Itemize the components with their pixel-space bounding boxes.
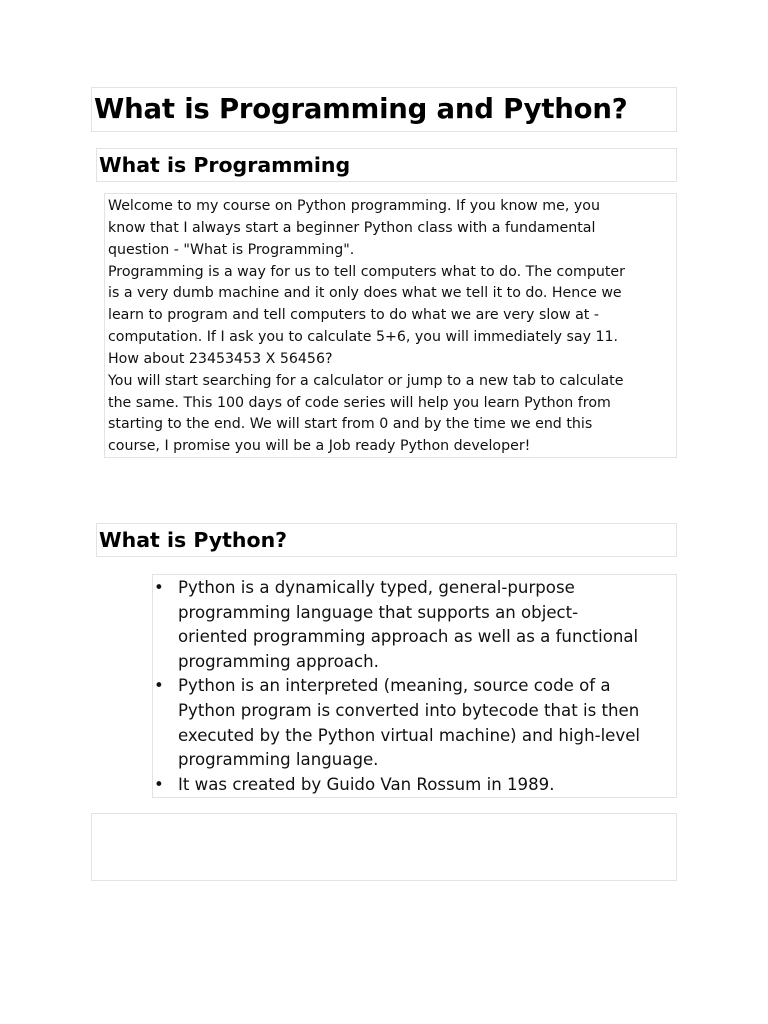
paragraph-line: question - "What is Programming". [108, 241, 355, 258]
list-item-line: executed by the Python virtual machine) and high-level [178, 725, 641, 745]
bullet-icon: • [154, 578, 164, 597]
paragraph-line: starting to the end. We will start from 0 and by the time we end this [108, 416, 593, 433]
paragraph-line: Welcome to my course on Python programming. If you know me, you [108, 198, 600, 214]
list-item [153, 674, 640, 772]
list-item-line: Python is an interpreted (meaning, source code of a [178, 676, 611, 696]
page-title: What is Programming and Python? [94, 93, 628, 125]
list-item-line: oriented programming approach as well as a functional [178, 627, 639, 647]
list-item [153, 576, 640, 674]
programming-paragraph [108, 196, 625, 458]
python-list-block [152, 574, 677, 798]
bullet-icon: • [154, 676, 164, 696]
list-item-line: Python program is converted into bytecode that is then [178, 700, 640, 720]
list-item-line: It was created by Guido Van Rossum in 1989. [178, 774, 555, 794]
paragraph-line: How about 23453453 X 56456? [108, 350, 333, 367]
python-bullet-list [153, 576, 640, 797]
programming-paragraph-block [104, 193, 677, 458]
section-heading-python: What is Python? [99, 528, 288, 552]
paragraph-line: Programming is a way for us to tell computers what to do. The computer [108, 263, 625, 280]
python-heading-block [96, 523, 677, 557]
list-item-line: Python is a dynamically typed, general-purpose [178, 578, 575, 597]
list-item [153, 773, 640, 798]
paragraph-line: the same. This 100 days of code series will help you learn Python from [108, 394, 611, 411]
title-block [91, 87, 677, 132]
paragraph-line: computation. If I ask you to calculate 5+6, you will immediately say 11. [108, 329, 619, 346]
empty-content-block [91, 813, 677, 881]
list-item-line: programming language that supports an object- [178, 602, 579, 622]
bullet-icon: • [154, 774, 164, 794]
paragraph-line: You will start searching for a calculator or jump to a new tab to calculate [108, 372, 624, 389]
paragraph-line: learn to program and tell computers to do what we are very slow at - [108, 307, 599, 324]
programming-heading-block [96, 148, 677, 182]
paragraph-line: know that I always start a beginner Python class with a fundamental [108, 219, 596, 236]
section-heading-programming: What is Programming [99, 153, 351, 177]
list-item-line: programming language. [178, 750, 379, 770]
paragraph-line: is a very dumb machine and it only does what we tell it to do. Hence we [108, 285, 622, 302]
list-item-line: programming approach. [178, 651, 379, 671]
paragraph-line: course, I promise you will be a Job ready Python developer! [108, 438, 531, 455]
